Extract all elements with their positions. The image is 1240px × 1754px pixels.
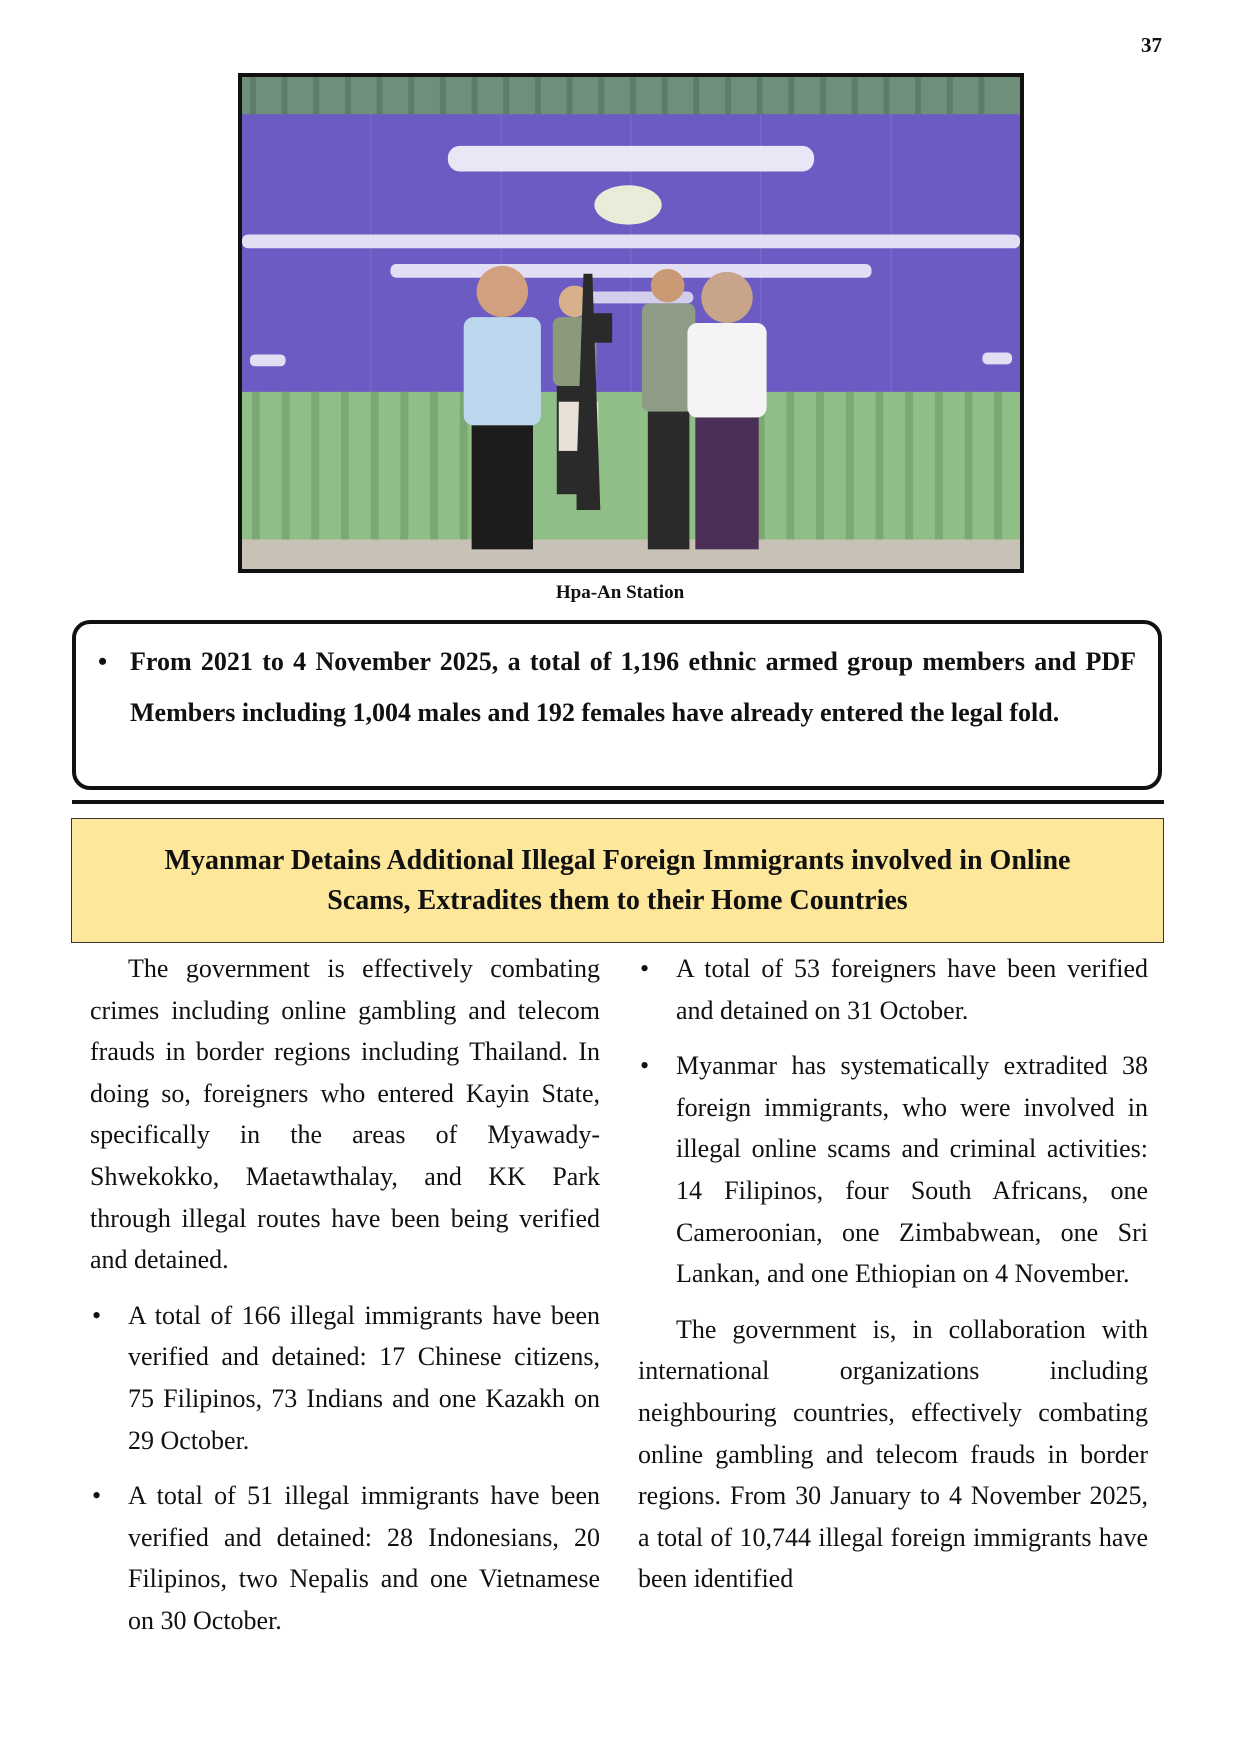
article-headline xyxy=(165,841,1071,921)
list-item: • A total of 166 illegal immigrants have been verified and detained: 17 Chinese citizens, 75 Filipinos, 73 Indians and one Kazakh on 29 October. xyxy=(90,1295,600,1461)
right-column xyxy=(638,948,1148,1600)
list-item: • A total of 51 illegal immigrants have been verified and detained: 28 Indonesians, 20 Filipinos, two Nepalis and one Vietnamese on 30 October. xyxy=(90,1475,600,1641)
photo-handover-ceremony-icon xyxy=(242,77,1020,569)
highlight-bullet: • From 2021 to 4 November 2025, a total of 1,196 ethnic armed group members and PDF Members including 1,004 males and 192 females have already entered the legal fold. xyxy=(92,636,1136,738)
headline-line-2: Scams, Extradites them to their Home Countries xyxy=(327,884,908,916)
left-column xyxy=(90,948,600,1642)
photo-caption: Hpa-An Station xyxy=(555,582,685,603)
section-divider xyxy=(72,800,1164,804)
page-number: 37 xyxy=(1141,33,1162,57)
closing-paragraph: The government is, in collaboration with international organizations including neighbouring countries, effectively combating online gambling and telecom frauds in border regions. From 30 January to 4 November 2025, a total of 10,744 illegal foreign immigrants have been identified xyxy=(638,1314,1148,1594)
event-photo xyxy=(238,73,1024,573)
headline-banner xyxy=(71,818,1164,943)
intro-paragraph: The government is effectively combating crimes including online gambling and telecom frauds in border regions including Thailand. In doing so, foreigners who entered Kayin State, specifically in the areas of Myawady-Shwekokko, Maetawthalay, and KK Park through illegal routes have been being verified and detained. xyxy=(90,954,600,1275)
headline-line-1: Myanmar Detains Additional Illegal Foreign Immigrants involved in Online xyxy=(164,844,1071,876)
highlight-box xyxy=(72,620,1162,790)
list-item: • Myanmar has systematically extradited 38 foreign immigrants, who were involved in illegal online scams and criminal activities: 14 Filipinos, four South Africans, one Cameroonian, one Zimbabwean, one Sri Lankan, and one Ethiopian on 4 November. xyxy=(638,1045,1148,1295)
list-item: • A total of 53 foreigners have been verified and detained on 31 October. xyxy=(638,948,1148,1031)
